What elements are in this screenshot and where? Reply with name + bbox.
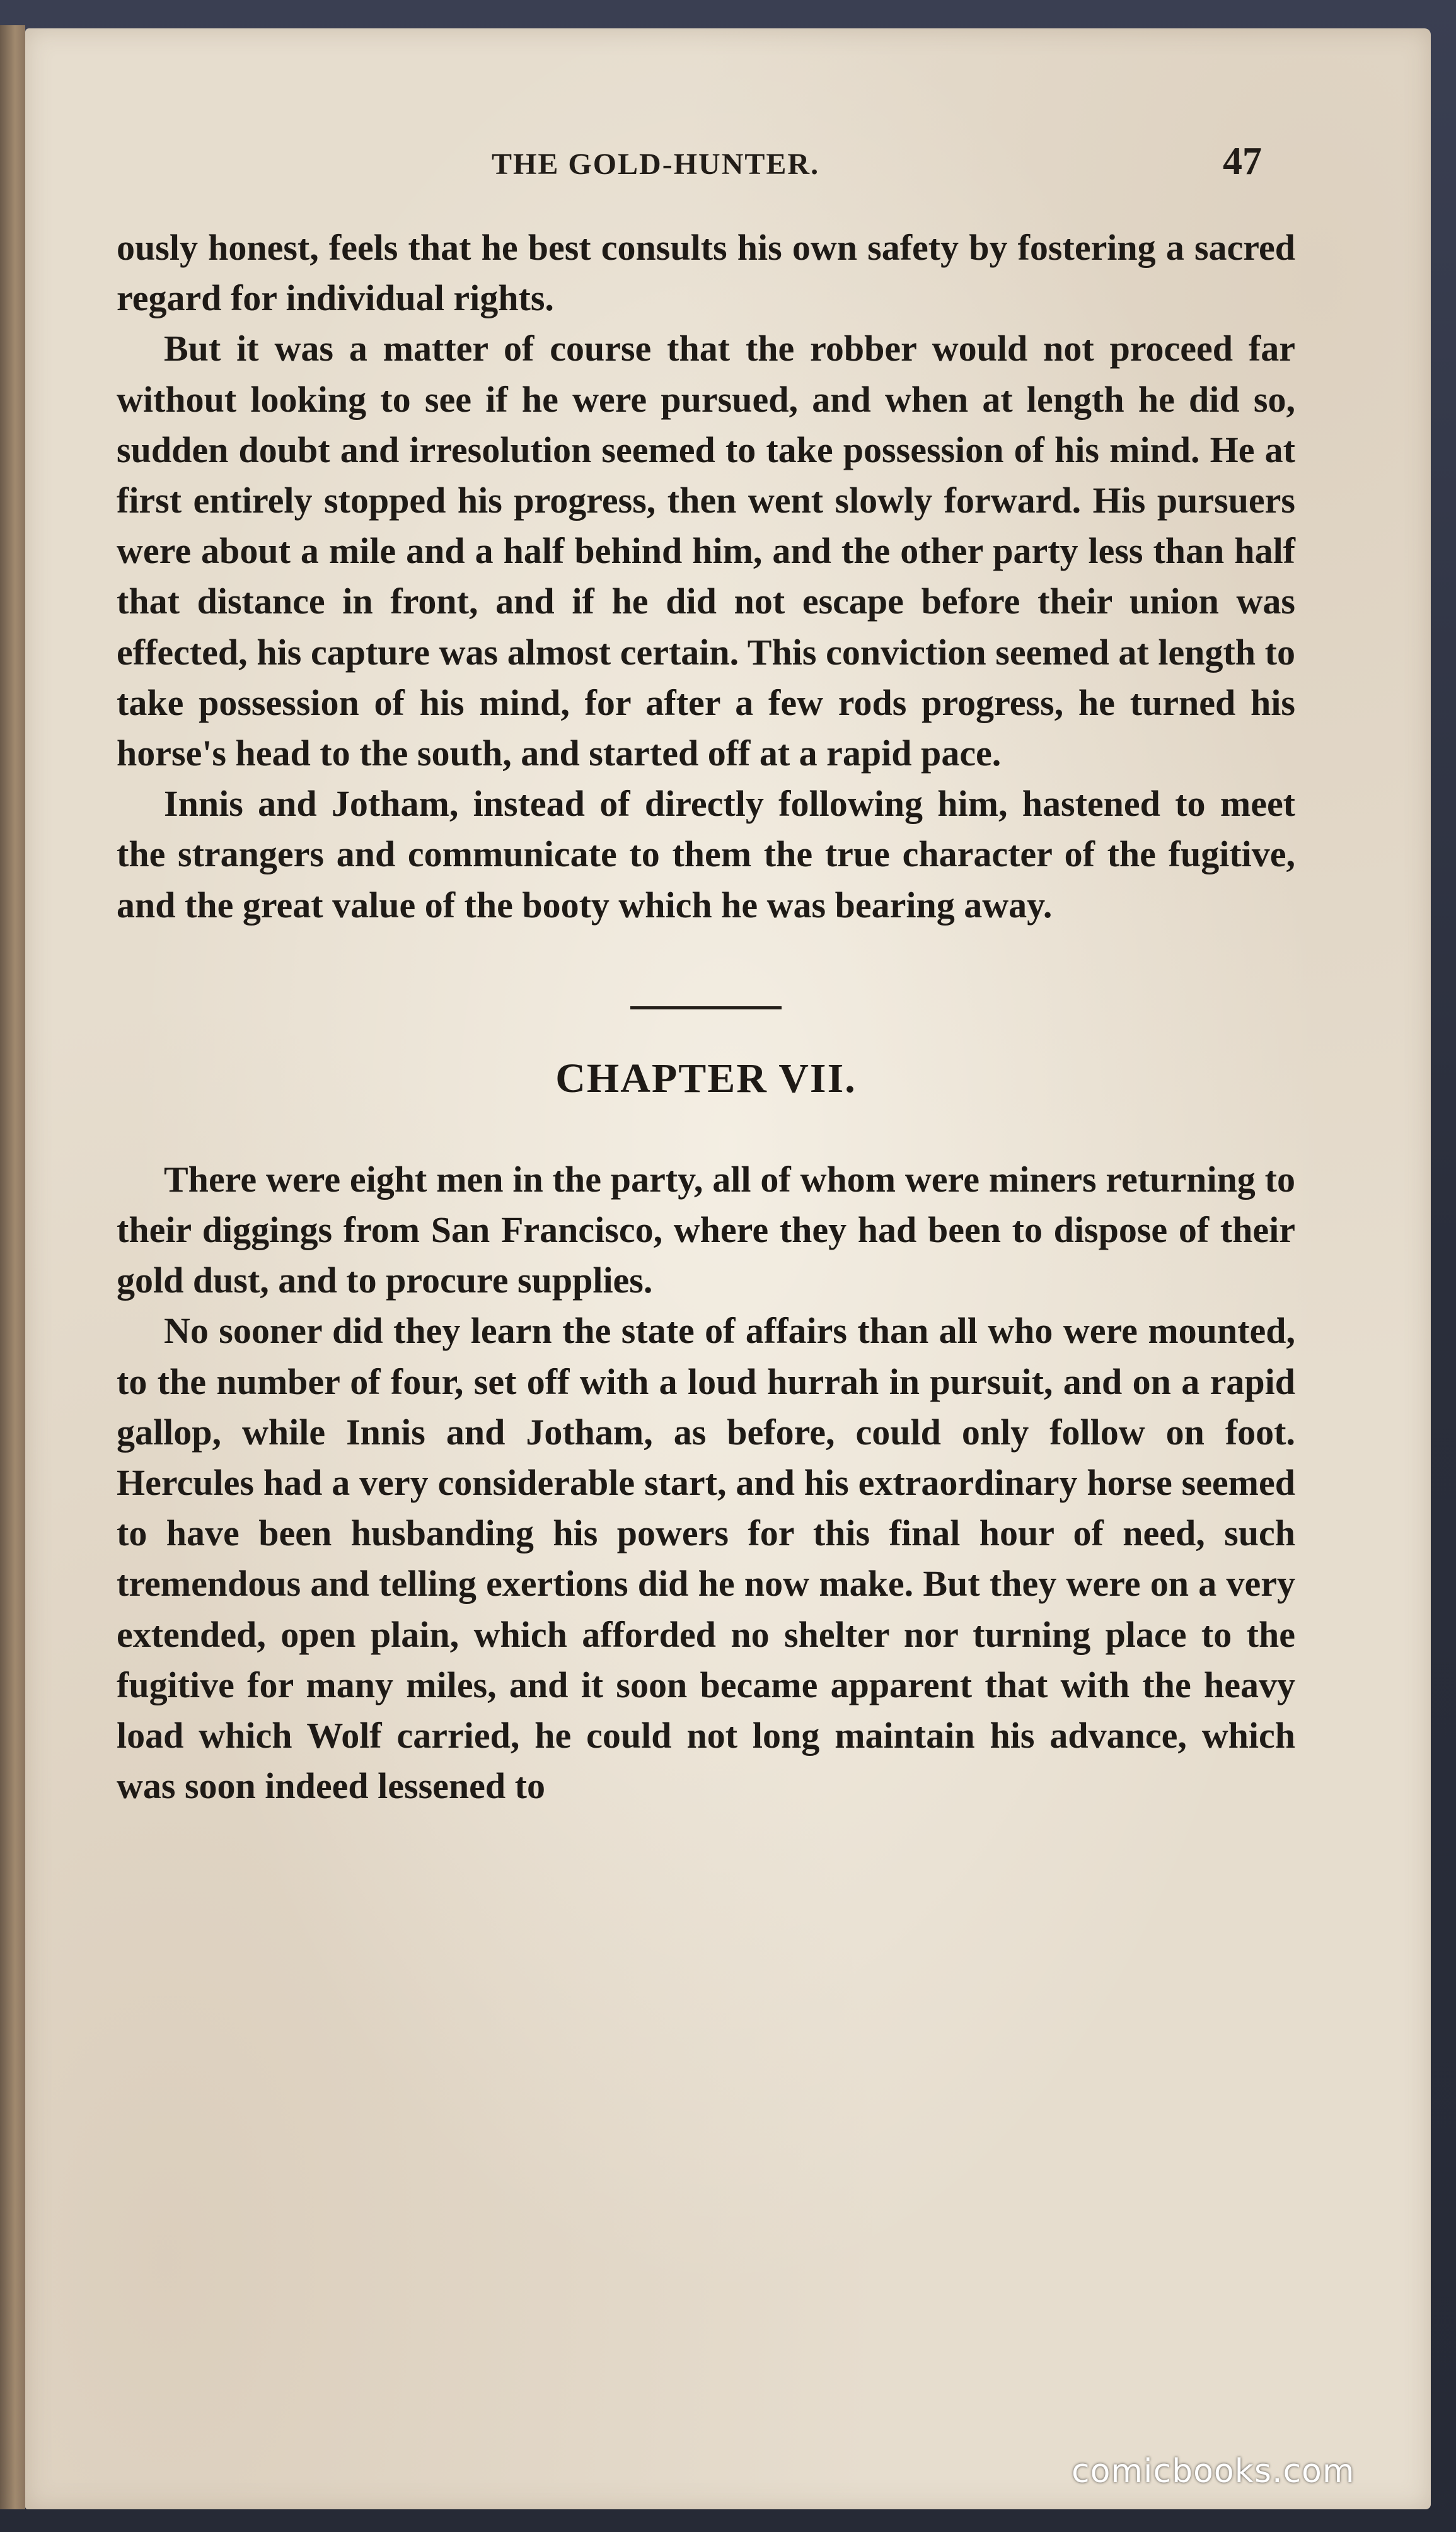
paragraph: But it was a matter of course that the robber would not proceed far without looking to see if he were pursued, and when at length he did so, sudden doubt and irresolution seemed to take possession of his mind. He at first entirely stopped his progress, then went slowly forward. His pursuers were about a mile and a half behind him, and the other party less than half that distance in front, and if he did not escape before their union was effected, his capture was almost certain. This conviction seemed at length to take possession of his mind, for after a few rods progress, he turned his horse's head to the south, and started off at a rapid pace.	[117, 328, 1295, 774]
paragraph: There were eight men in the party, all of whom were miners returning to their diggings from San Francisco, where they had been to dispose of their gold dust, and to procure supplies.	[117, 1158, 1295, 1301]
page-number: 47	[1223, 140, 1262, 183]
paragraph: Innis and Jotham, instead of directly following him, hastened to meet the strangers and communicate to them the true character of the fugitive, and the great value of the booty which he was bearing away.	[117, 783, 1295, 926]
section-divider-rule	[630, 1006, 782, 1009]
chapter-heading: CHAPTER VII.	[555, 1055, 857, 1101]
paragraph: ously honest, feels that he best consults his own safety by fostering a sacred regard for individual rights.	[117, 227, 1295, 319]
paragraph: No sooner did they learn the state of affairs than all who were mounted, to the number of four, set off with a loud hurrah in pursuit, and on a rapid gallop, while Innis and Jotham, as before, could only follow on foot. Hercules had a very considerable start, and his extraordinary horse seemed to have been husbanding his powers for this final hour of need, such tremendous and telling exertions did he now make. But they were on a very extended, open plain, which afforded no shelter nor turning place to the fugitive for many miles, and it soon became apparent that with the heavy load which Wolf carried, he could not long maintain his advance, which was soon indeed lessened to	[117, 1310, 1295, 1807]
running-title: THE GOLD-HUNTER.	[492, 148, 820, 181]
book-binding-edge	[0, 25, 25, 2509]
watermark: comicbooks.com	[1072, 2453, 1355, 2490]
book-page	[25, 28, 1431, 2509]
body-text	[117, 223, 1295, 1811]
